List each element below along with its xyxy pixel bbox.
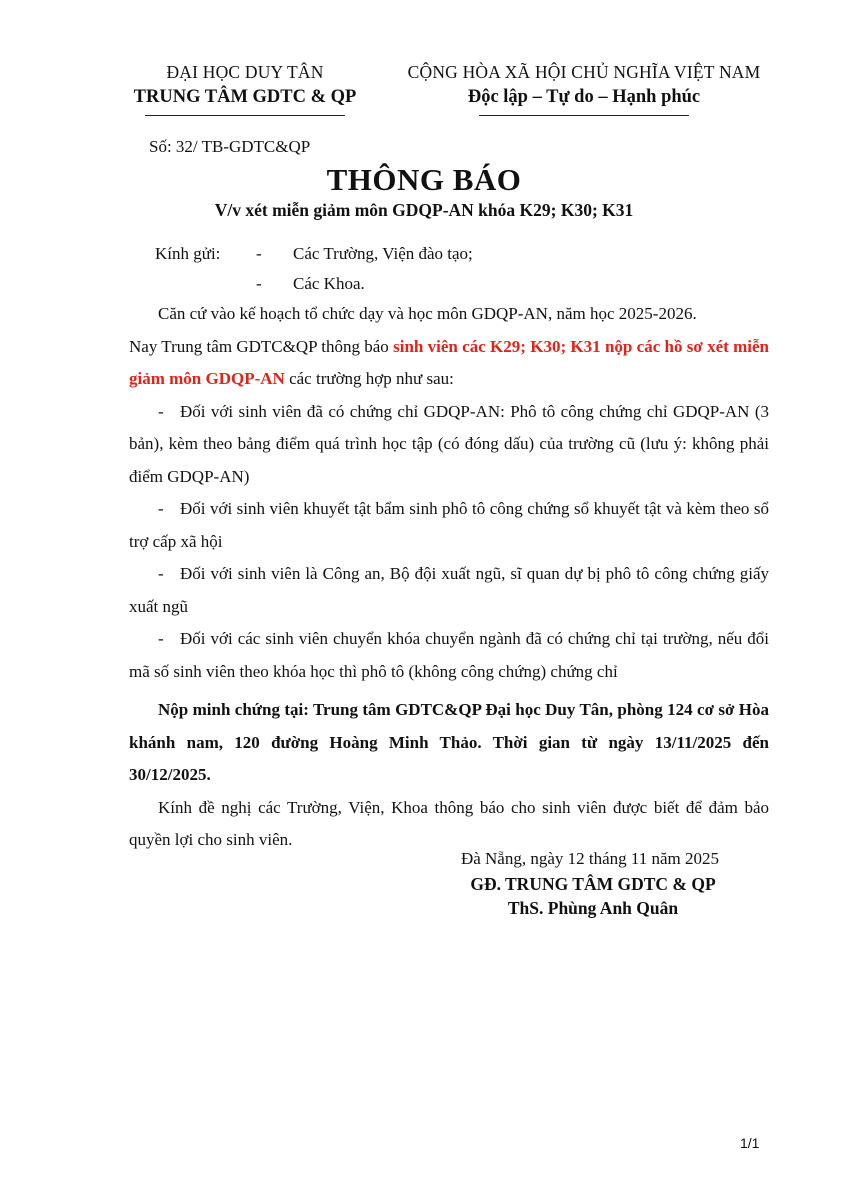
announcement-text: Nay Trung tâm GDTC&QP thông báo bbox=[129, 336, 394, 356]
recipient-item bbox=[256, 244, 473, 264]
document-number: Số: 32/ TB-GDTC&QP bbox=[149, 137, 311, 156]
bullet-dash: - bbox=[158, 401, 164, 421]
university-name: ĐẠI HỌC DUY TÂN bbox=[166, 62, 324, 82]
recipient-dash: - bbox=[256, 244, 262, 263]
bullet-item bbox=[129, 493, 769, 558]
recipient-dash: - bbox=[256, 274, 262, 293]
recipient-item bbox=[256, 274, 365, 294]
signer-name: ThS. Phùng Anh Quân bbox=[507, 898, 679, 918]
bullet-text: Đối với các sinh viên chuyển khóa chuyển ngành đã có chứng chỉ tại trường, nếu đổi mã số sinh viên theo khóa học thì phô tô (không công chứng) chứng chỉ bbox=[129, 629, 769, 681]
announcement-text-end: các trường hợp như sau: bbox=[284, 369, 454, 388]
header-left-underline bbox=[145, 115, 345, 116]
national-motto: Độc lập – Tự do – Hạnh phúc bbox=[467, 87, 701, 107]
bullet-item bbox=[129, 623, 769, 688]
signer-title: GĐ. TRUNG TÂM GDTC & QP bbox=[470, 874, 716, 894]
recipient-text: Các Khoa. bbox=[293, 274, 365, 293]
announcement-paragraph bbox=[129, 331, 769, 396]
submission-paragraph: Nộp minh chứng tại: Trung tâm GDTC&QP Đại học Duy Tân, phòng 124 cơ sở Hòa khánh nam, 120 đường Hoàng Minh Thảo. Thời gian từ ngày 13/11/2025 đến 30/12/2025. bbox=[129, 700, 769, 784]
country-name: CỘNG HÒA XÃ HỘI CHỦ NGHĨA VIỆT NAM bbox=[407, 62, 761, 82]
header-right-underline bbox=[479, 115, 689, 116]
recipient-text: Các Trường, Viện đào tạo; bbox=[293, 244, 473, 263]
highlighted-requirement: sinh viên các K29; K30; K31 nộp các hồ sơ xét miễn giảm môn GDQP-AN bbox=[129, 336, 769, 388]
bullet-dash: - bbox=[158, 564, 164, 583]
bullet-item bbox=[129, 558, 769, 623]
bullet-text: Đối với sinh viên là Công an, Bộ đội xuất ngũ, sĩ quan dự bị phô tô công chứng giấy xuất ngũ bbox=[129, 564, 769, 616]
signature-date: Đà Nẵng, ngày 12 tháng 11 năm 2025 bbox=[460, 849, 720, 868]
page-number: 1/1 bbox=[740, 1135, 760, 1151]
bullet-dash: - bbox=[158, 629, 164, 648]
document-title: THÔNG BÁO bbox=[326, 162, 522, 197]
recipients-label: Kính gửi: bbox=[155, 244, 221, 263]
header-national bbox=[385, 60, 783, 116]
center-name: TRUNG TÂM GDTC & QP bbox=[133, 87, 357, 107]
bullet-text: Đối với sinh viên khuyết tật bẩm sinh phô tô công chứng sổ khuyết tật và kèm theo sổ trợ cấp xã hội bbox=[129, 499, 769, 551]
closing-paragraph: Kính đề nghị các Trường, Viện, Khoa thông báo cho sinh viên được biết để đảm bảo quyền lợi cho sinh viên. bbox=[129, 797, 769, 849]
notice-body bbox=[129, 298, 769, 857]
header-organization bbox=[115, 60, 375, 116]
bullet-item bbox=[129, 396, 769, 494]
bullet-text: Đối với sinh viên đã có chứng chỉ GDQP-AN: Phô tô công chứng chỉ GDQP-AN (3 bản), kèm theo bảng điểm quá trình học tập (có đóng dấu) của trường cũ (lưu ý: không phải điểm GDQP-AN) bbox=[129, 401, 769, 486]
bullet-dash: - bbox=[158, 499, 164, 518]
basis-paragraph: Căn cứ vào kế hoạch tổ chức dạy và học môn GDQP-AN, năm học 2025-2026. bbox=[158, 304, 697, 323]
document-subject: V/v xét miễn giảm môn GDQP-AN khóa K29; K30; K31 bbox=[214, 200, 634, 220]
